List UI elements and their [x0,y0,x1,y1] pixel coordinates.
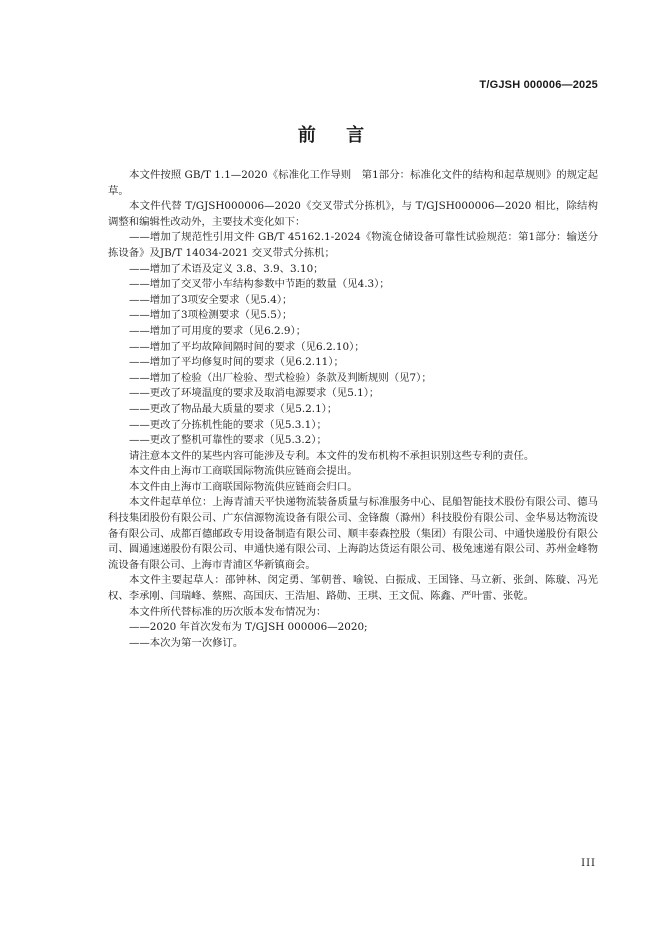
change-item: ——更改了物品最大质量的要求（见5.2.1）； [129,402,338,415]
change-item: ——增加了术语及定义 3.8、3.9、3.10； [129,262,324,275]
change-item: ——更改了整机可靠性的要求（见5.3.2）； [129,434,327,447]
foreword-body [108,168,598,651]
change-item: ——增加了可用度的要求（见6.2.9）； [129,324,307,337]
change-item: ——增加了3项安全要求（见5.4）； [129,293,293,306]
standard-code: T/GJSH 000006—2025 [479,79,598,91]
change-item: ——增加了规范性引用文件 GB/T 45162.1-2024《物流仓储设备可靠性试验规范：第1部分：输送分拣设备》及JB/T 14034-2021 交叉带式分拣机； [108,231,598,259]
change-item: ——增加了平均修复时间的要求（见6.2.11）； [129,356,344,369]
page-number: III [581,858,596,869]
paragraph-history-intro: 本文件所代替标准的历次版本发布情况为： [129,605,327,618]
change-item: ——增加了3项检测要求（见5.5）； [129,309,293,322]
page-title: 前 言 [297,125,377,146]
change-item: ——增加了检验（出厂检验、型式检验）条款及判断规则（见7）； [129,371,432,384]
paragraph-drafting-rules: 本文件按照 GB/T 1.1—2020《标准化工作导则 第1部分：标准化文件的结构和起草规则》的规定起草。 [108,169,598,197]
paragraph-proposer: 本文件由上海市工商联国际物流供应链商会提出。 [129,465,358,478]
paragraph-patent-notice: 请注意本文件的某些内容可能涉及专利。本文件的发布机构不承担识别这些专利的责任。 [129,449,535,462]
change-item: ——增加了平均故障间隔时间的要求（见6.2.10）； [129,340,365,353]
paragraph-administrator: 本文件由上海市工商联国际物流供应链商会归口。 [129,480,358,493]
change-item: ——增加了交叉带小车结构参数中节距的数量（见4.3）； [129,278,390,291]
history-item: ——本次为第一次修订。 [129,636,244,649]
history-item: ——2020 年首次发布为 T/GJSH 000006—2020; [129,621,368,634]
change-item: ——更改了分拣机性能的要求（见5.3.1）； [129,418,327,431]
paragraph-drafting-units: 本文件起草单位：上海青浦天平快递物流装备质量与标准服务中心、昆船智能技术股份有限公司、德马科技集团股份有限公司、广东信源物流设备有限公司、金锋馥（滁州）科技股份有限公司、金华易达物流设备有限公司、成都百德邮政专用设备制造有限公司、顺丰泰森控股（集团）有限公司、中通快递股份有限公司、圆通速递股份有限公司、申通快递有限公司、上海韵达货运有限公司、极兔速递有限公司、苏州金峰物流设备有限公司、上海市青浦区华新镇商会。 [108,496,598,571]
paragraph-replacement: 本文件代替 T/GJSH000006—2020《交叉带式分拣机》，与 T/GJSH000006—2020 相比，除结构调整和编辑性改动外，主要技术变化如下： [108,200,598,228]
change-item: ——更改了环境温度的要求及取消电源要求（见5.1）； [129,387,380,400]
paragraph-drafters: 本文件主要起草人：邵钟林、闵定勇、邹朝普、喻锐、白振成、王国锋、马立新、张剑、陈璇、冯光权、李承刚、闫瑞峰、蔡熙、高国庆、王浩旭、路勋、王琪、王文侃、陈鑫、严叶雷、张乾。 [108,574,598,603]
